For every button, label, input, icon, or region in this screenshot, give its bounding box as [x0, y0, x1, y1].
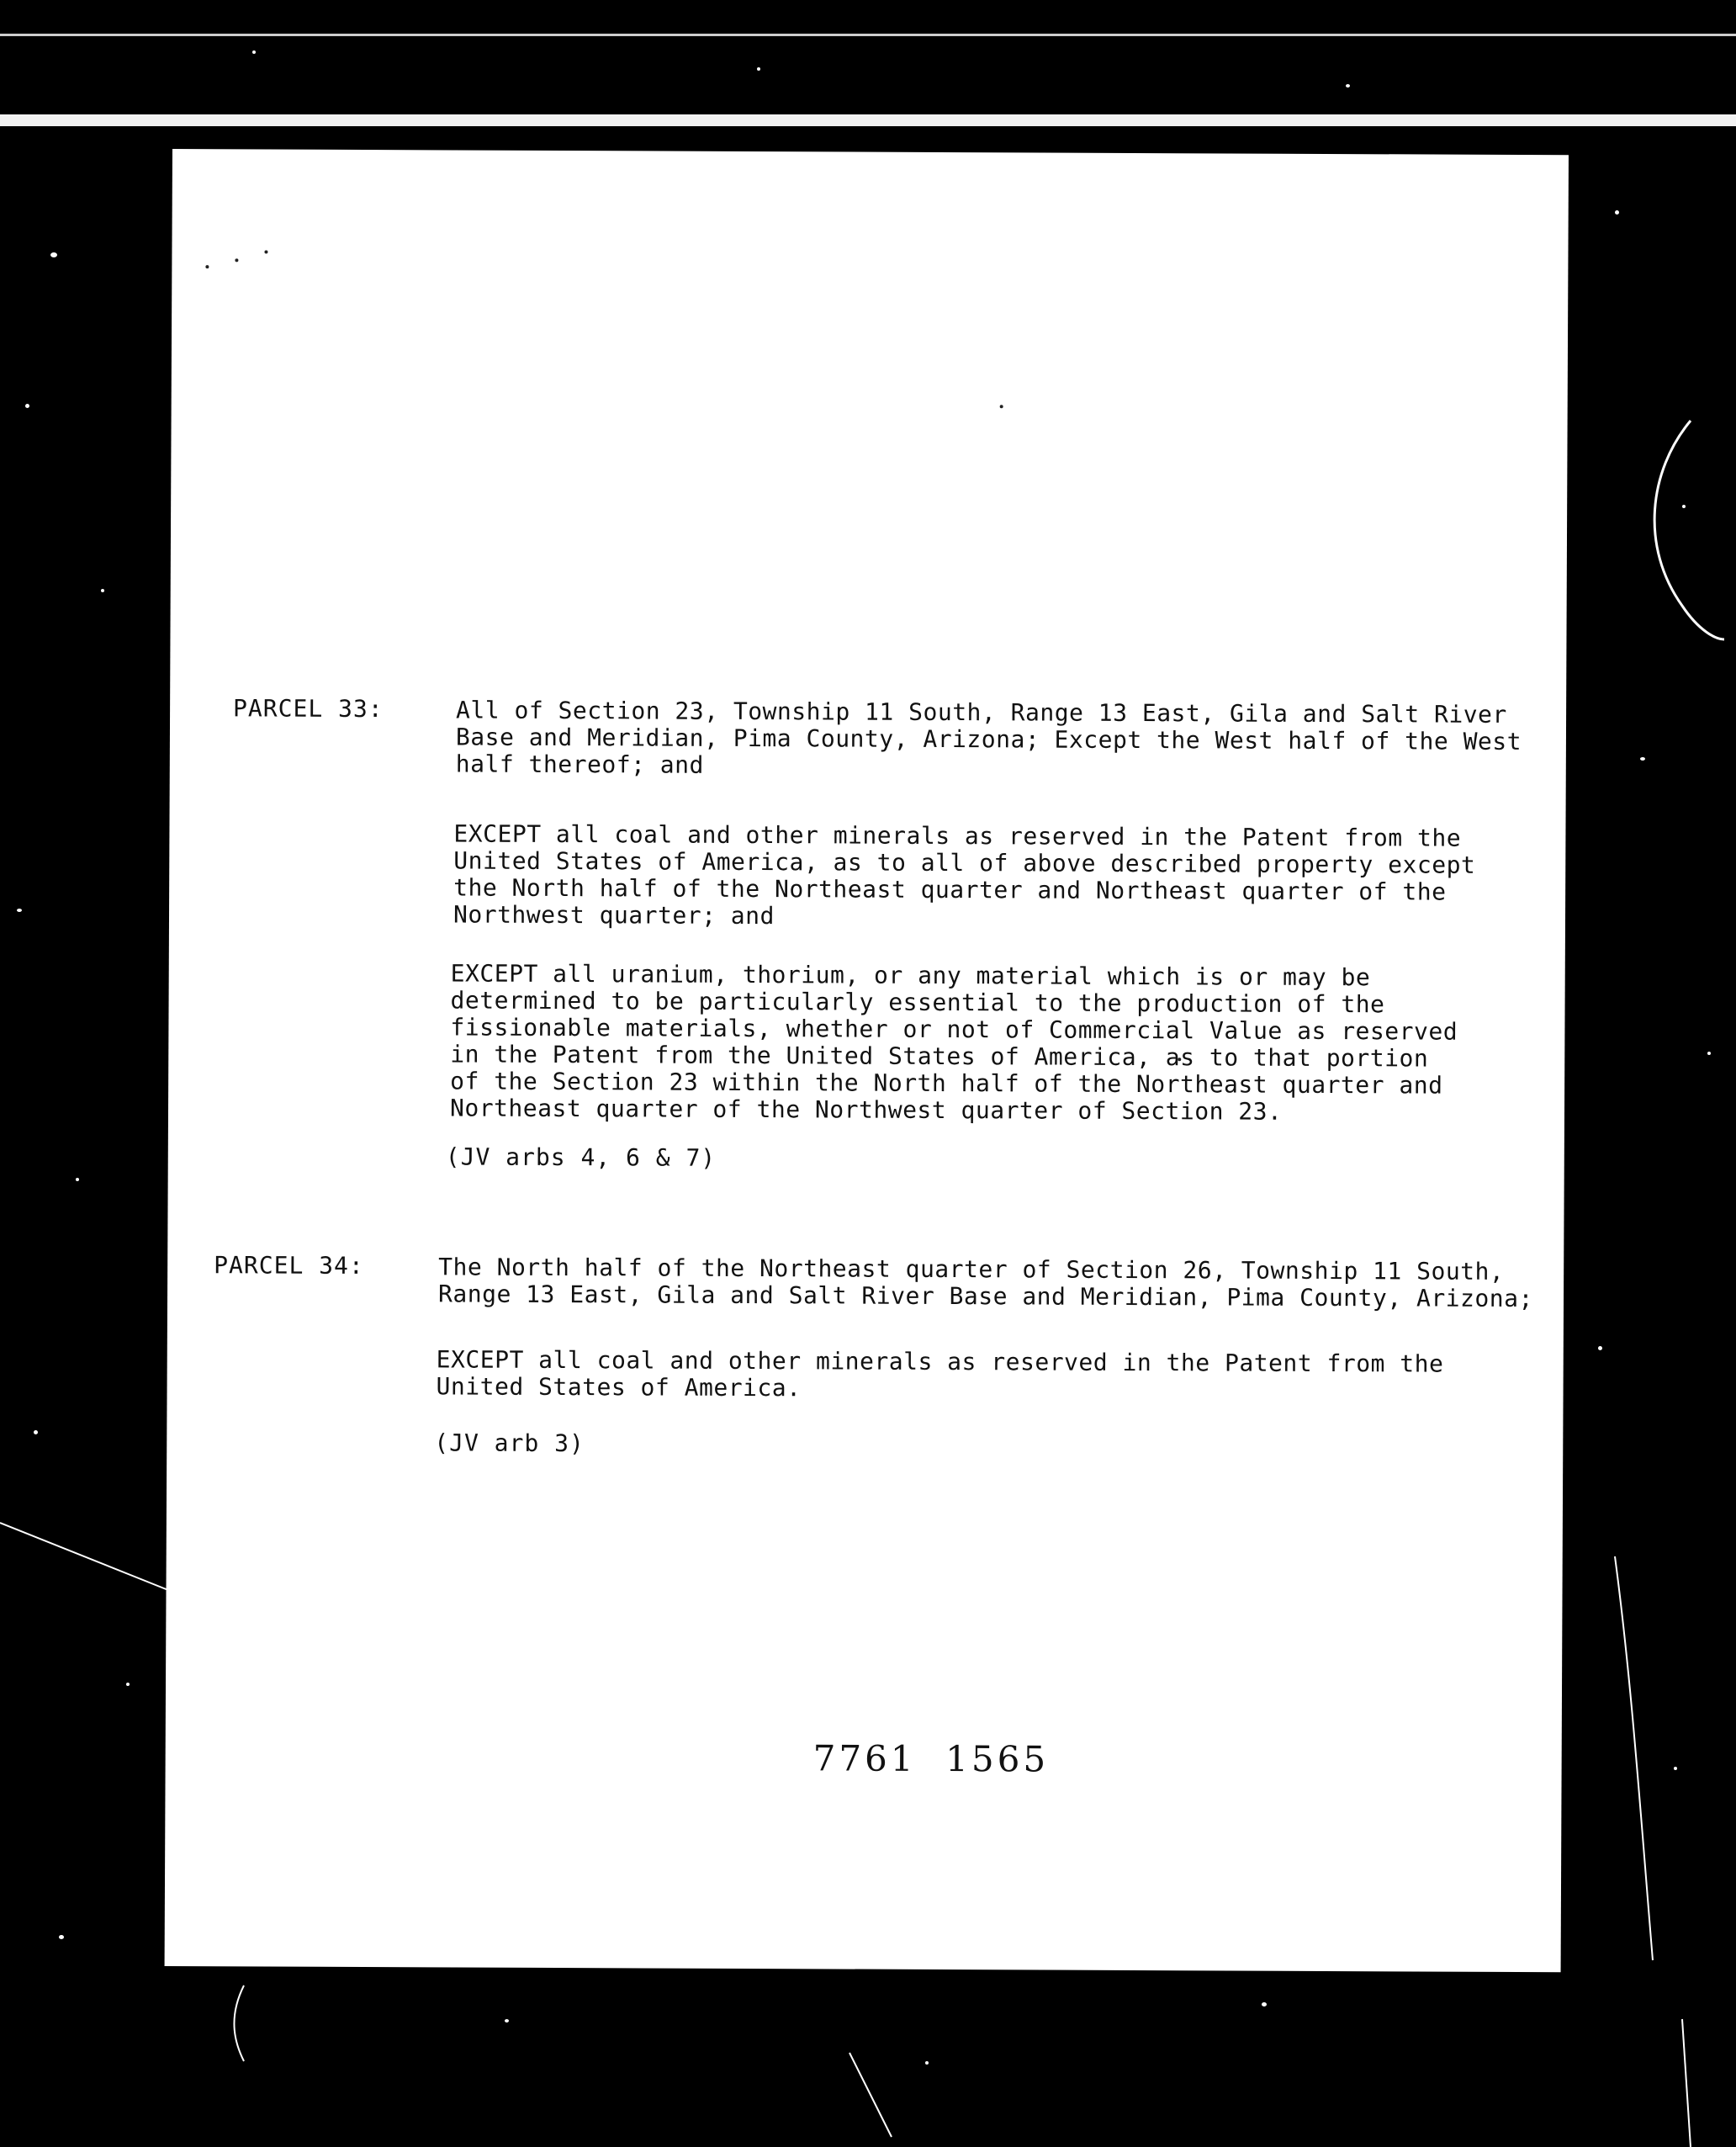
text-line: half thereof; and [455, 750, 704, 779]
text-line: in the Patent from the United States of America, as to that portion [450, 1040, 1429, 1073]
exception-clause [453, 820, 1476, 932]
text-line: United States of America, as to all of above described property except [453, 846, 1476, 879]
parcel-description [456, 697, 1522, 782]
document-number: 7761 1565 [812, 1737, 1050, 1780]
reference-note: (JV arbs 4, 6 & 7) [445, 1142, 717, 1172]
reference-note: (JV arb 3) [434, 1429, 585, 1458]
text-line: fissionable materials, whether or not of Commercial Value as reserved [450, 1013, 1458, 1046]
text-line: United States of America. [436, 1372, 802, 1402]
text-line: Base and Meridian, Pima County, Arizona; Except the West half of the West [455, 723, 1522, 756]
text-line: EXCEPT all uranium, thorium, or any material which is or may be [450, 959, 1371, 992]
text-line: EXCEPT all coal and other minerals as reserved in the Patent from the [436, 1345, 1444, 1378]
text-line: Northwest quarter; and [453, 900, 775, 930]
exception-clause [450, 960, 1458, 1126]
text-line: The North half of the Northeast quarter of Section 26, Township 11 South, [438, 1253, 1505, 1286]
text-line: All of Section 23, Township 11 South, Range 13 East, Gila and Salt River [456, 696, 1507, 729]
exception-clause [437, 1346, 1444, 1404]
text-line: of the Section 23 within the North half of the Northeast quarter and [450, 1067, 1443, 1100]
parcel-label: PARCEL 34: [214, 1251, 364, 1280]
text-line: EXCEPT all coal and other minerals as reserved in the Patent from the [453, 819, 1462, 852]
text-line: the North half of the Northeast quarter and Northeast quarter of the [453, 873, 1447, 906]
parcel-label: PARCEL 33: [233, 694, 384, 724]
parcel-description [438, 1254, 1533, 1312]
document-page [165, 149, 1569, 1972]
text-line: Northeast quarter of the Northwest quarter of Section 23. [449, 1094, 1283, 1126]
text-line: Range 13 East, Gila and Salt River Base and Meridian, Pima County, Arizona; [437, 1280, 1533, 1313]
text-line: determined to be particularly essential to the production of the [450, 986, 1385, 1019]
